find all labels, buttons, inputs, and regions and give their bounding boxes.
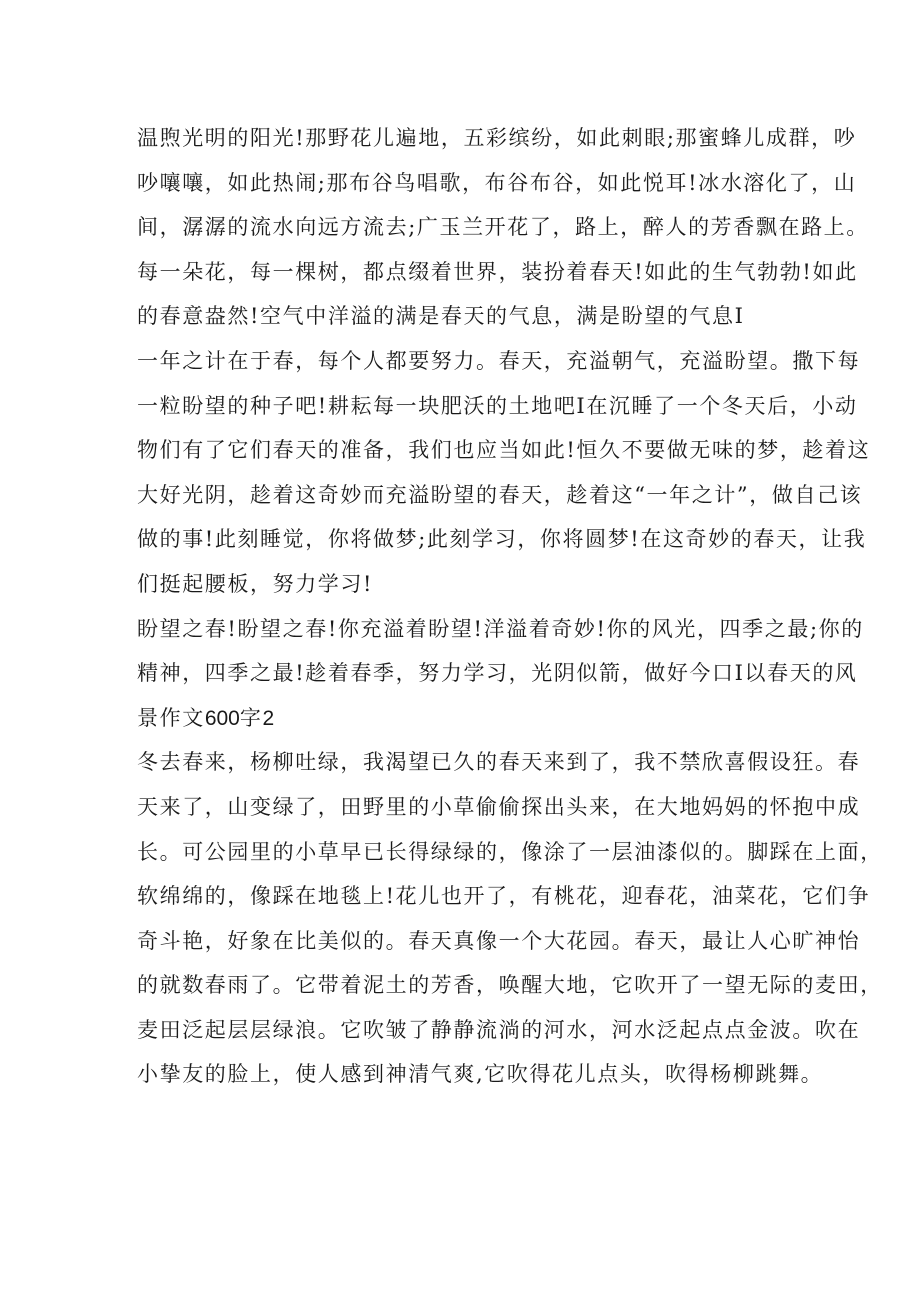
text-line: 温煦光明的阳光!那野花儿遍地，五彩缤纷，如此刺眼;那蜜蜂儿成群，吵 (137, 126, 857, 150)
document-page (137, 116, 883, 1097)
text-line: 的就数春雨了。它带着泥土的芳香，唤醒大地，它吹开了一望无际的麦田， (137, 973, 883, 998)
text-line: 间，潺潺的流水向远方流去;广玉兰开花了，路上，醉人的芳香飘在路上。 (137, 215, 869, 240)
heading-suffix: 字 (239, 705, 263, 730)
text-line: 一年之计在于春，每个人都要努力。春天，充溢朝气，充溢盼望。撒下每 (137, 348, 861, 373)
text-line: 每一朵花，每一棵树，都点缀着世界，装扮着春天!如此的生气勃勃!如此 (137, 259, 858, 284)
section-heading (137, 696, 817, 741)
heading-index: 2 (262, 706, 275, 730)
text-line: 们挺起腰板，努力学习! (137, 571, 374, 596)
text-line: 冬去春来，杨柳吐绿，我渴望已久的春天来到了，我不禁欣喜假设狂。春 (137, 750, 861, 775)
text-line: 天来了，山变绿了，田野里的小草偷偷探出头来，在大地妈妈的怀抱中成 (137, 794, 861, 819)
text-line: 的春意盎然!空气中洋溢的满是春天的气息，满是盼望的气息I (137, 304, 745, 329)
text-line: 大好光阴，趁着这奇妙而充溢盼望的春天，趁着这“一年之计”，做自己该 (137, 482, 863, 507)
text-line: 精神，四季之最!趁着春季，努力学习，光阴似箭，做好今口I以春天的风 (137, 661, 858, 686)
text-line: 盼望之春!盼望之春!你充溢着盼望!洋溢着奇妙!你的风光，四季之最;你的 (137, 616, 864, 641)
text-line: 小挚友的脸上，使人感到神清气爽,它吹得花儿点头，吹得杨柳跳舞。 (137, 1062, 824, 1087)
text-line: 一粒盼望的种子吧!耕耘每一块肥沃的土地吧I在沉睡了一个冬天后，小动 (137, 393, 858, 418)
text-line: 物们有了它们春天的准备，我们也应当如此!恒久不要做无味的梦，趁着这 (137, 438, 871, 463)
text-line: 麦田泛起层层绿浪。它吹皱了静静流淌的河水，河水泛起点点金波。吹在 (137, 1017, 861, 1042)
heading-number-600: 600 (204, 706, 240, 730)
text-line: 做的事!此刻睡觉，你将做梦;此刻学习，你将圆梦!在这奇妙的春天，让我 (137, 527, 867, 552)
heading-prefix: 景作文 (137, 705, 205, 730)
text-line: 奇斗艳，好象在比美似的。春天真像一个大花园。春天，最让人心旷神怡 (137, 928, 861, 953)
text-line: 长。可公园里的小草早已长得绿绿的，像涂了一层油漆似的。脚踩在上面， (137, 839, 883, 864)
text-line: 吵嚷嚷，如此热闹;那布谷鸟唱歌，布谷布谷，如此悦耳!冰水溶化了，山 (137, 170, 857, 195)
text-line: 软绵绵的，像踩在地毯上!花儿也开了，有桃花，迎春花，油菜花，它们争 (137, 884, 871, 909)
